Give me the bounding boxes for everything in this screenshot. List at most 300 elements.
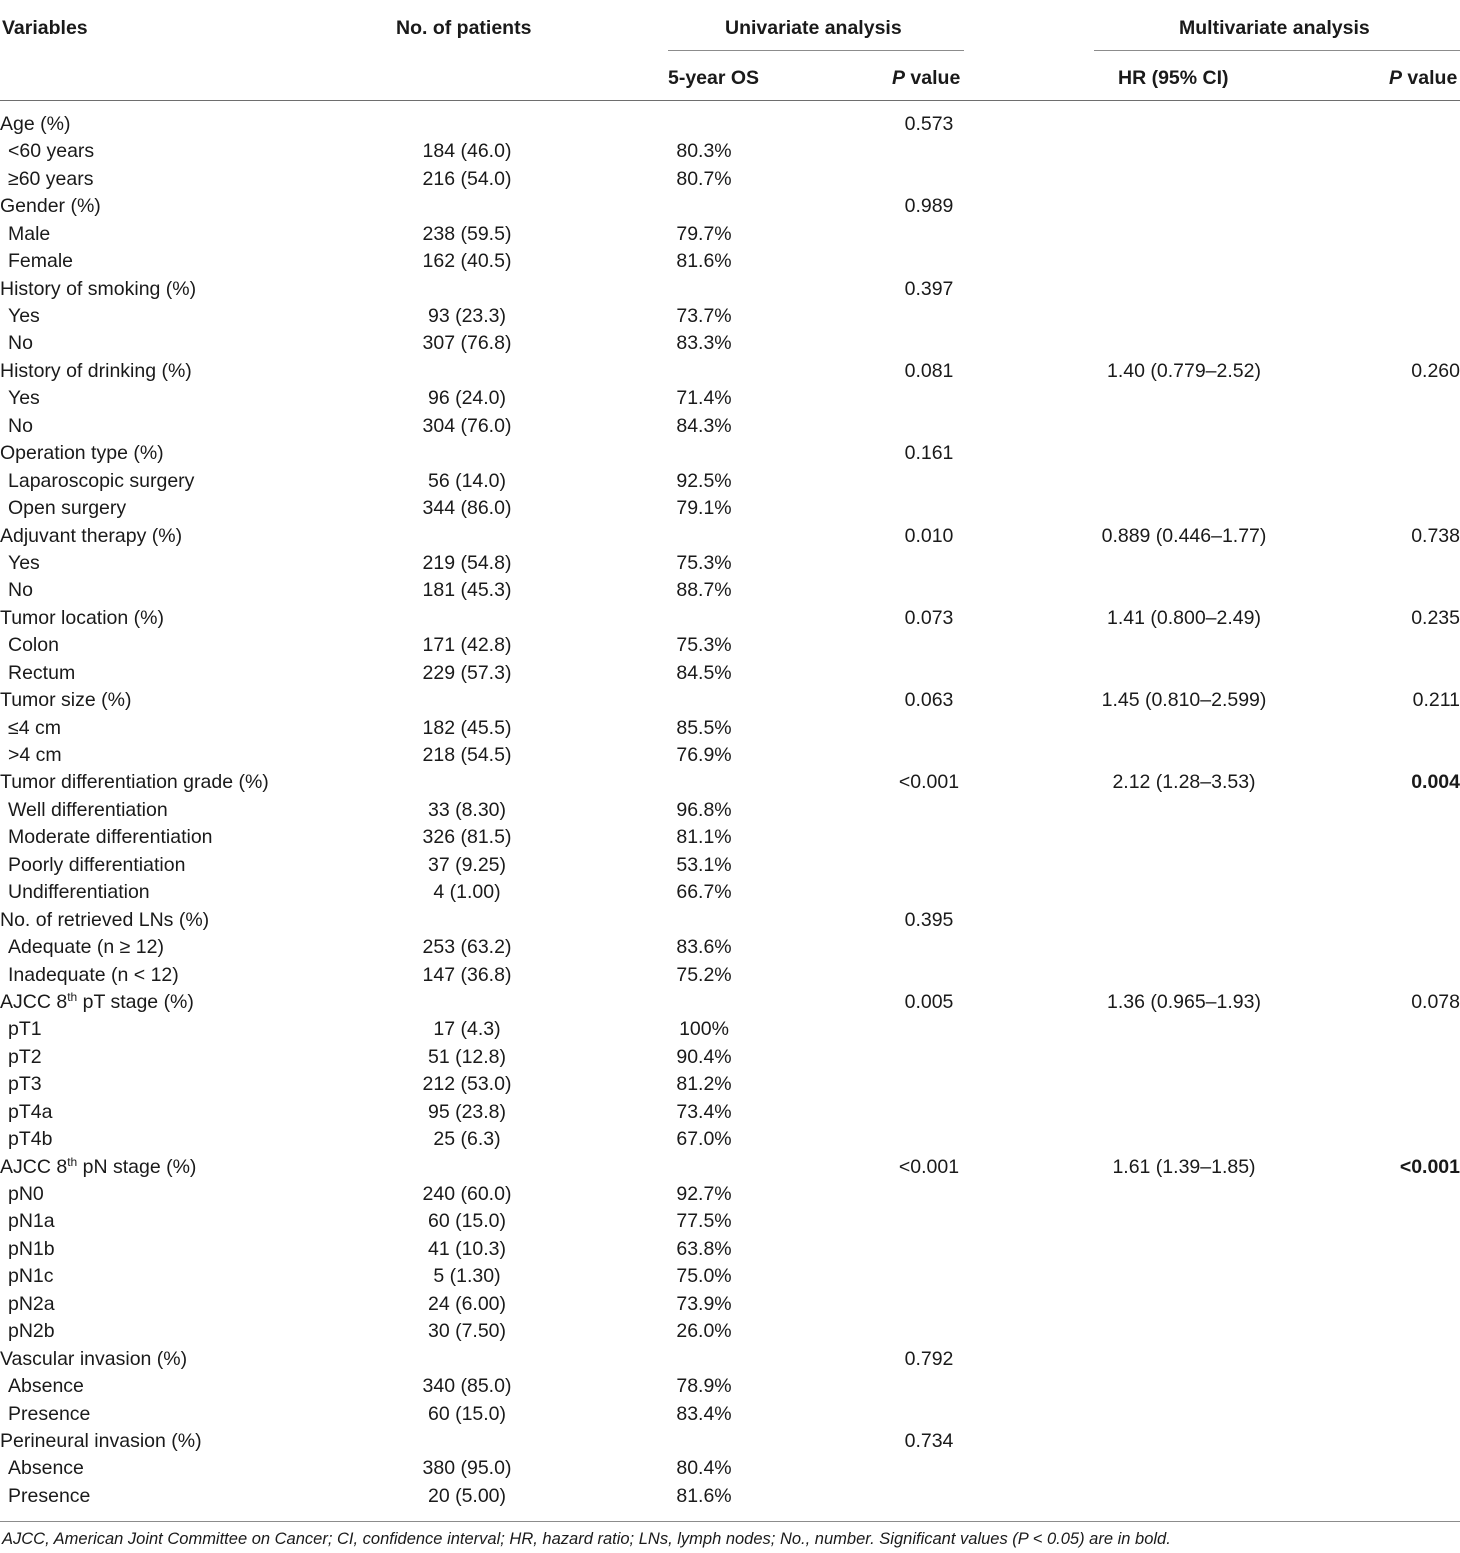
header-p-value-multivariate [1389, 67, 1457, 90]
table-row [0, 495, 1460, 522]
patients-cell: 60 (15.0) [427, 1402, 507, 1425]
variable-cell [0, 413, 360, 440]
variable-cell [0, 1373, 360, 1400]
variable-cell [0, 797, 360, 824]
p-value-cell [834, 1236, 1024, 1263]
patients-cell [360, 907, 574, 934]
patients-cell: 219 (54.8) [422, 551, 512, 574]
hr-cell [1024, 1318, 1344, 1345]
table-row [0, 1483, 1460, 1510]
table-row [0, 660, 1460, 687]
p-value-cell [834, 468, 1024, 495]
os-cell [574, 907, 834, 934]
variable-label: Tumor differentiation grade (%) [0, 771, 269, 794]
variable-label: Tumor size (%) [0, 689, 132, 712]
variable-label: Perineural invasion (%) [0, 1429, 202, 1452]
p-value-cell [834, 1455, 1024, 1482]
multivariate-p-cell: 0.235 [1411, 606, 1460, 629]
variable-cell [0, 1181, 360, 1208]
hr-cell [1024, 221, 1344, 248]
variable-cell [0, 1071, 360, 1098]
table-row [0, 138, 1460, 165]
hr-cell [1024, 879, 1344, 906]
p-value-cell: 0.792 [904, 1347, 954, 1370]
os-cell: 84.3% [676, 414, 732, 437]
multivariate-p-cell [1344, 1428, 1460, 1455]
patients-cell: 253 (63.2) [422, 936, 512, 959]
hr-cell [1024, 1373, 1344, 1400]
patients-cell: 218 (54.5) [422, 744, 512, 767]
p-value-cell: 0.395 [904, 908, 954, 931]
variable-cell [0, 852, 360, 879]
patients-cell: 182 (45.5) [422, 716, 512, 739]
table-row [0, 331, 1460, 358]
variable-label: Female [8, 250, 74, 273]
os-cell [574, 111, 834, 138]
table-row [0, 687, 1460, 714]
variable-label: History of smoking (%) [0, 277, 197, 300]
variable-label: Undifferentiation [8, 881, 150, 904]
multivariate-p-cell [1344, 1071, 1460, 1098]
variable-label: pT3 [8, 1073, 42, 1096]
multivariate-p-cell [1344, 742, 1460, 769]
hr-cell [1024, 1126, 1344, 1153]
variable-cell [0, 166, 360, 193]
table-row [0, 468, 1460, 495]
p-value-cell: <0.001 [898, 771, 960, 794]
multivariate-p-cell [1344, 495, 1460, 522]
variable-label: Gender (%) [0, 195, 101, 218]
variable-cell [0, 962, 360, 989]
variable-label: AJCC 8 [0, 1155, 68, 1178]
patients-cell: 41 (10.3) [427, 1237, 507, 1260]
variable-cell [0, 468, 360, 495]
patients-cell: 162 (40.5) [422, 250, 512, 273]
os-cell: 83.6% [676, 936, 732, 959]
os-cell: 81.6% [676, 1484, 732, 1507]
multivariate-p-cell [1344, 879, 1460, 906]
table-row [0, 989, 1460, 1016]
variable-label: Presence [8, 1402, 91, 1425]
patients-cell: 51 (12.8) [427, 1045, 507, 1068]
multivariate-p-cell [1344, 193, 1460, 220]
multivariate-p-cell [1344, 1209, 1460, 1236]
table-row [0, 248, 1460, 275]
os-cell: 83.3% [676, 332, 732, 355]
p-value-cell [834, 1318, 1024, 1345]
os-cell [574, 770, 834, 797]
patients-cell [360, 358, 574, 385]
p-value-cell [834, 879, 1024, 906]
multivariate-p-cell [1344, 1318, 1460, 1345]
p-value-cell [834, 1373, 1024, 1400]
hr-cell [1024, 1291, 1344, 1318]
os-cell [574, 193, 834, 220]
os-cell: 63.8% [676, 1237, 732, 1260]
variable-label: Inadequate (n < 12) [8, 963, 179, 986]
p-value-cell: 0.161 [904, 442, 954, 465]
patients-cell [360, 1346, 574, 1373]
table-row [0, 193, 1460, 220]
os-cell: 100% [679, 1018, 729, 1041]
variable-cell [0, 1428, 360, 1455]
p-value-cell [834, 303, 1024, 330]
table-row [0, 632, 1460, 659]
p2-rest: value [1402, 67, 1458, 89]
variable-label: >4 cm [8, 744, 62, 767]
table-row [0, 523, 1460, 550]
variable-cell [0, 1154, 360, 1181]
variable-cell [0, 331, 360, 358]
multivariate-p-cell [1344, 303, 1460, 330]
os-cell [574, 605, 834, 632]
variable-label: No [8, 414, 33, 437]
os-cell: 75.3% [676, 634, 732, 657]
variable-label: Absence [8, 1375, 84, 1398]
variable-label-rest: pN stage (%) [77, 1155, 197, 1178]
hr-cell [1024, 962, 1344, 989]
variable-cell [0, 193, 360, 220]
multivariate-p-cell [1344, 248, 1460, 275]
p-value-cell [834, 852, 1024, 879]
hr-cell [1024, 111, 1344, 138]
variable-label: Adequate (n ≥ 12) [8, 936, 164, 959]
table-body [0, 111, 1460, 1510]
header-multivariate: Multivariate analysis [1179, 17, 1370, 39]
variable-cell [0, 1346, 360, 1373]
variable-cell [0, 440, 360, 467]
variable-label: History of drinking (%) [0, 359, 192, 382]
os-cell: 90.4% [676, 1045, 732, 1068]
variable-label: pN1c [8, 1265, 54, 1288]
p-value-cell [834, 660, 1024, 687]
patients-cell: 326 (81.5) [422, 826, 512, 849]
variable-label: pT2 [8, 1045, 42, 1068]
p-value-cell: 0.989 [904, 195, 954, 218]
variable-cell [0, 1016, 360, 1043]
variable-cell [0, 523, 360, 550]
variable-label: Age (%) [0, 112, 71, 135]
hr-cell [1024, 248, 1344, 275]
table-row [0, 797, 1460, 824]
os-cell: 92.7% [676, 1183, 732, 1206]
multivariate-p-cell [1344, 715, 1460, 742]
variable-cell [0, 111, 360, 138]
p-value-cell [834, 1126, 1024, 1153]
hr-cell [1024, 660, 1344, 687]
p-value-cell [834, 221, 1024, 248]
hr-cell [1024, 138, 1344, 165]
hr-cell [1024, 468, 1344, 495]
multivariate-p-cell [1344, 111, 1460, 138]
patients-cell: 181 (45.3) [422, 579, 512, 602]
variable-cell [0, 605, 360, 632]
multivariate-p-cell: 0.004 [1411, 771, 1460, 794]
hr-cell: 1.40 (0.779–2.52) [1107, 359, 1261, 382]
variable-label: AJCC 8 [0, 990, 68, 1013]
os-cell [574, 989, 834, 1016]
variable-cell [0, 138, 360, 165]
patients-cell: 96 (24.0) [427, 387, 507, 410]
hr-cell: 1.41 (0.800–2.49) [1107, 606, 1261, 629]
patients-cell: 4 (1.00) [433, 881, 501, 904]
variable-label: Presence [8, 1484, 91, 1507]
hr-cell [1024, 495, 1344, 522]
hr-cell [1024, 1181, 1344, 1208]
table-bottom-rule [0, 1521, 1460, 1522]
hr-cell: 1.61 (1.39–1.85) [1112, 1155, 1256, 1178]
p-rest: value [905, 67, 961, 89]
multivariate-p-cell [1344, 1346, 1460, 1373]
patients-cell: 147 (36.8) [422, 963, 512, 986]
patients-cell: 171 (42.8) [422, 634, 512, 657]
variable-cell [0, 879, 360, 906]
table-row [0, 934, 1460, 961]
variable-cell [0, 385, 360, 412]
variable-label: Yes [8, 305, 40, 328]
variable-label: No [8, 332, 33, 355]
patients-cell: 229 (57.3) [422, 661, 512, 684]
patients-cell: 33 (8.30) [427, 798, 507, 821]
os-cell: 78.9% [676, 1375, 732, 1398]
variable-cell [0, 1044, 360, 1071]
table-row [0, 385, 1460, 412]
os-cell [574, 1154, 834, 1181]
multivariate-p-cell [1344, 1401, 1460, 1428]
os-cell: 79.7% [676, 222, 732, 245]
patients-cell: 37 (9.25) [427, 853, 507, 876]
table-row [0, 1318, 1460, 1345]
os-cell: 75.3% [676, 551, 732, 574]
variable-cell [0, 1291, 360, 1318]
os-cell [574, 523, 834, 550]
hr-cell [1024, 742, 1344, 769]
variable-label: No. of retrieved LNs (%) [0, 908, 210, 931]
os-cell [574, 687, 834, 714]
hr-cell: 0.889 (0.446–1.77) [1101, 524, 1267, 547]
variable-label: Rectum [8, 661, 76, 684]
hr-cell: 1.36 (0.965–1.93) [1107, 990, 1261, 1013]
multivariate-p-cell: <0.001 [1399, 1155, 1460, 1178]
p-value-cell: 0.063 [904, 689, 954, 712]
p-value-cell [834, 632, 1024, 659]
results-table [0, 111, 1460, 1510]
patients-cell: 95 (23.8) [427, 1100, 507, 1123]
os-cell: 88.7% [676, 579, 732, 602]
multivariate-p-cell [1344, 166, 1460, 193]
variable-cell [0, 770, 360, 797]
table-row [0, 1263, 1460, 1290]
multivariate-p-cell [1344, 1126, 1460, 1153]
header-5yr-os: 5-year OS [668, 67, 760, 89]
multivariate-p-cell [1344, 1373, 1460, 1400]
table-row [0, 1373, 1460, 1400]
os-cell: 73.4% [676, 1100, 732, 1123]
variable-cell [0, 742, 360, 769]
p2-italic: P [1389, 67, 1403, 89]
multivariate-p-cell [1344, 440, 1460, 467]
os-cell: 80.4% [676, 1457, 732, 1480]
variable-cell [0, 632, 360, 659]
hr-cell [1024, 852, 1344, 879]
variable-label: Adjuvant therapy (%) [0, 524, 183, 547]
os-cell [574, 440, 834, 467]
patients-cell [360, 193, 574, 220]
hr-cell [1024, 385, 1344, 412]
table-row [0, 276, 1460, 303]
multivariate-p-cell [1344, 1044, 1460, 1071]
table-row [0, 358, 1460, 385]
table-row [0, 413, 1460, 440]
table-row [0, 1346, 1460, 1373]
variable-cell [0, 577, 360, 604]
os-cell: 80.3% [676, 140, 732, 163]
hr-cell: 1.45 (0.810–2.599) [1101, 689, 1267, 712]
table-row [0, 1401, 1460, 1428]
variable-label: Yes [8, 387, 40, 410]
hr-cell [1024, 413, 1344, 440]
patients-cell: 212 (53.0) [422, 1073, 512, 1096]
table-row [0, 824, 1460, 851]
multivariate-p-cell [1344, 852, 1460, 879]
multivariate-p-cell [1344, 660, 1460, 687]
p-value-cell [834, 1263, 1024, 1290]
variable-cell [0, 824, 360, 851]
multivariate-p-cell [1344, 577, 1460, 604]
p-value-cell: 0.005 [904, 990, 954, 1013]
multivariate-p-cell [1344, 550, 1460, 577]
p-value-cell [834, 715, 1024, 742]
ordinal-superscript: th [67, 1154, 78, 1169]
multivariate-p-cell [1344, 824, 1460, 851]
p-value-cell [834, 248, 1024, 275]
patients-cell: 216 (54.0) [422, 167, 512, 190]
multivariate-p-cell [1344, 331, 1460, 358]
variable-cell [0, 934, 360, 961]
patients-cell [360, 523, 574, 550]
patients-cell: 5 (1.30) [433, 1265, 501, 1288]
p-value-cell [834, 138, 1024, 165]
variable-cell [0, 303, 360, 330]
table-row [0, 550, 1460, 577]
patients-cell: 56 (14.0) [427, 469, 507, 492]
multivariate-p-cell: 0.738 [1411, 524, 1460, 547]
multivariate-p-cell: 0.211 [1412, 689, 1460, 712]
variable-label: pN0 [8, 1183, 44, 1206]
os-cell: 81.1% [676, 826, 732, 849]
multivariate-p-cell [1344, 1181, 1460, 1208]
patients-cell [360, 989, 574, 1016]
variable-label: Open surgery [8, 497, 127, 520]
patients-cell: 24 (6.00) [427, 1292, 507, 1315]
variable-label: Yes [8, 551, 40, 574]
p-value-cell: <0.001 [898, 1155, 960, 1178]
header-hr: HR (95% CI) [1118, 67, 1229, 89]
variable-label: Male [8, 222, 51, 245]
variable-cell [0, 1209, 360, 1236]
multivariate-p-cell [1344, 276, 1460, 303]
variable-label: Well differentiation [8, 798, 168, 821]
footnote: AJCC, American Joint Committee on Cancer; CI, confidence interval; HR, hazard ratio; LNs, lymph nodes; No., number. Significant values (P < 0.05) are in bold. [2, 1530, 1171, 1548]
multivariate-p-cell [1344, 138, 1460, 165]
p-value-cell [834, 1401, 1024, 1428]
variable-cell [0, 1263, 360, 1290]
p-value-cell: 0.073 [904, 606, 954, 629]
variable-cell [0, 660, 360, 687]
p-value-cell: 0.081 [904, 359, 954, 382]
variable-cell [0, 495, 360, 522]
patients-cell [360, 440, 574, 467]
p-value-cell [834, 413, 1024, 440]
os-cell: 96.8% [676, 798, 732, 821]
multivariate-p-cell [1344, 934, 1460, 961]
table-row [0, 1071, 1460, 1098]
patients-cell: 17 (4.3) [433, 1018, 501, 1041]
table-row [0, 907, 1460, 934]
hr-cell [1024, 1209, 1344, 1236]
table-row [0, 303, 1460, 330]
os-cell: 84.5% [676, 661, 732, 684]
p-value-cell [834, 742, 1024, 769]
table-row [0, 770, 1460, 797]
hr-cell [1024, 934, 1344, 961]
table-row [0, 1291, 1460, 1318]
hr-cell [1024, 1455, 1344, 1482]
multivariate-p-cell: 0.078 [1411, 990, 1460, 1013]
variable-cell [0, 1236, 360, 1263]
os-cell: 92.5% [676, 469, 732, 492]
table-row [0, 166, 1460, 193]
hr-cell [1024, 1483, 1344, 1510]
hr-cell [1024, 331, 1344, 358]
os-cell: 75.0% [676, 1265, 732, 1288]
patients-cell [360, 605, 574, 632]
variable-label: pT1 [8, 1018, 42, 1041]
hr-cell [1024, 1263, 1344, 1290]
table-row [0, 1181, 1460, 1208]
variable-cell [0, 1401, 360, 1428]
variable-cell [0, 907, 360, 934]
multivariate-p-cell [1344, 385, 1460, 412]
hr-cell [1024, 907, 1344, 934]
hr-cell [1024, 632, 1344, 659]
hr-cell [1024, 1099, 1344, 1126]
variable-cell [0, 687, 360, 714]
hr-cell [1024, 1071, 1344, 1098]
os-cell [574, 276, 834, 303]
os-cell [574, 358, 834, 385]
p-value-cell: 0.010 [904, 524, 954, 547]
multivariate-p-cell [1344, 1016, 1460, 1043]
p-value-cell [834, 331, 1024, 358]
variable-label: pN2a [8, 1292, 55, 1315]
os-cell: 79.1% [676, 497, 732, 520]
p-value-cell [834, 1099, 1024, 1126]
variable-label: ≥60 years [8, 167, 94, 190]
patients-cell: 93 (23.3) [427, 305, 507, 328]
os-cell: 81.6% [676, 250, 732, 273]
patients-cell: 340 (85.0) [422, 1375, 512, 1398]
os-cell: 53.1% [676, 853, 732, 876]
header-p-value-univariate [892, 67, 960, 90]
patients-cell: 238 (59.5) [422, 222, 512, 245]
univariate-underline [668, 50, 964, 51]
hr-cell [1024, 550, 1344, 577]
p-value-cell [834, 1209, 1024, 1236]
variable-label: Moderate differentiation [8, 826, 213, 849]
p-value-cell: 0.397 [904, 277, 954, 300]
p-value-cell [834, 962, 1024, 989]
